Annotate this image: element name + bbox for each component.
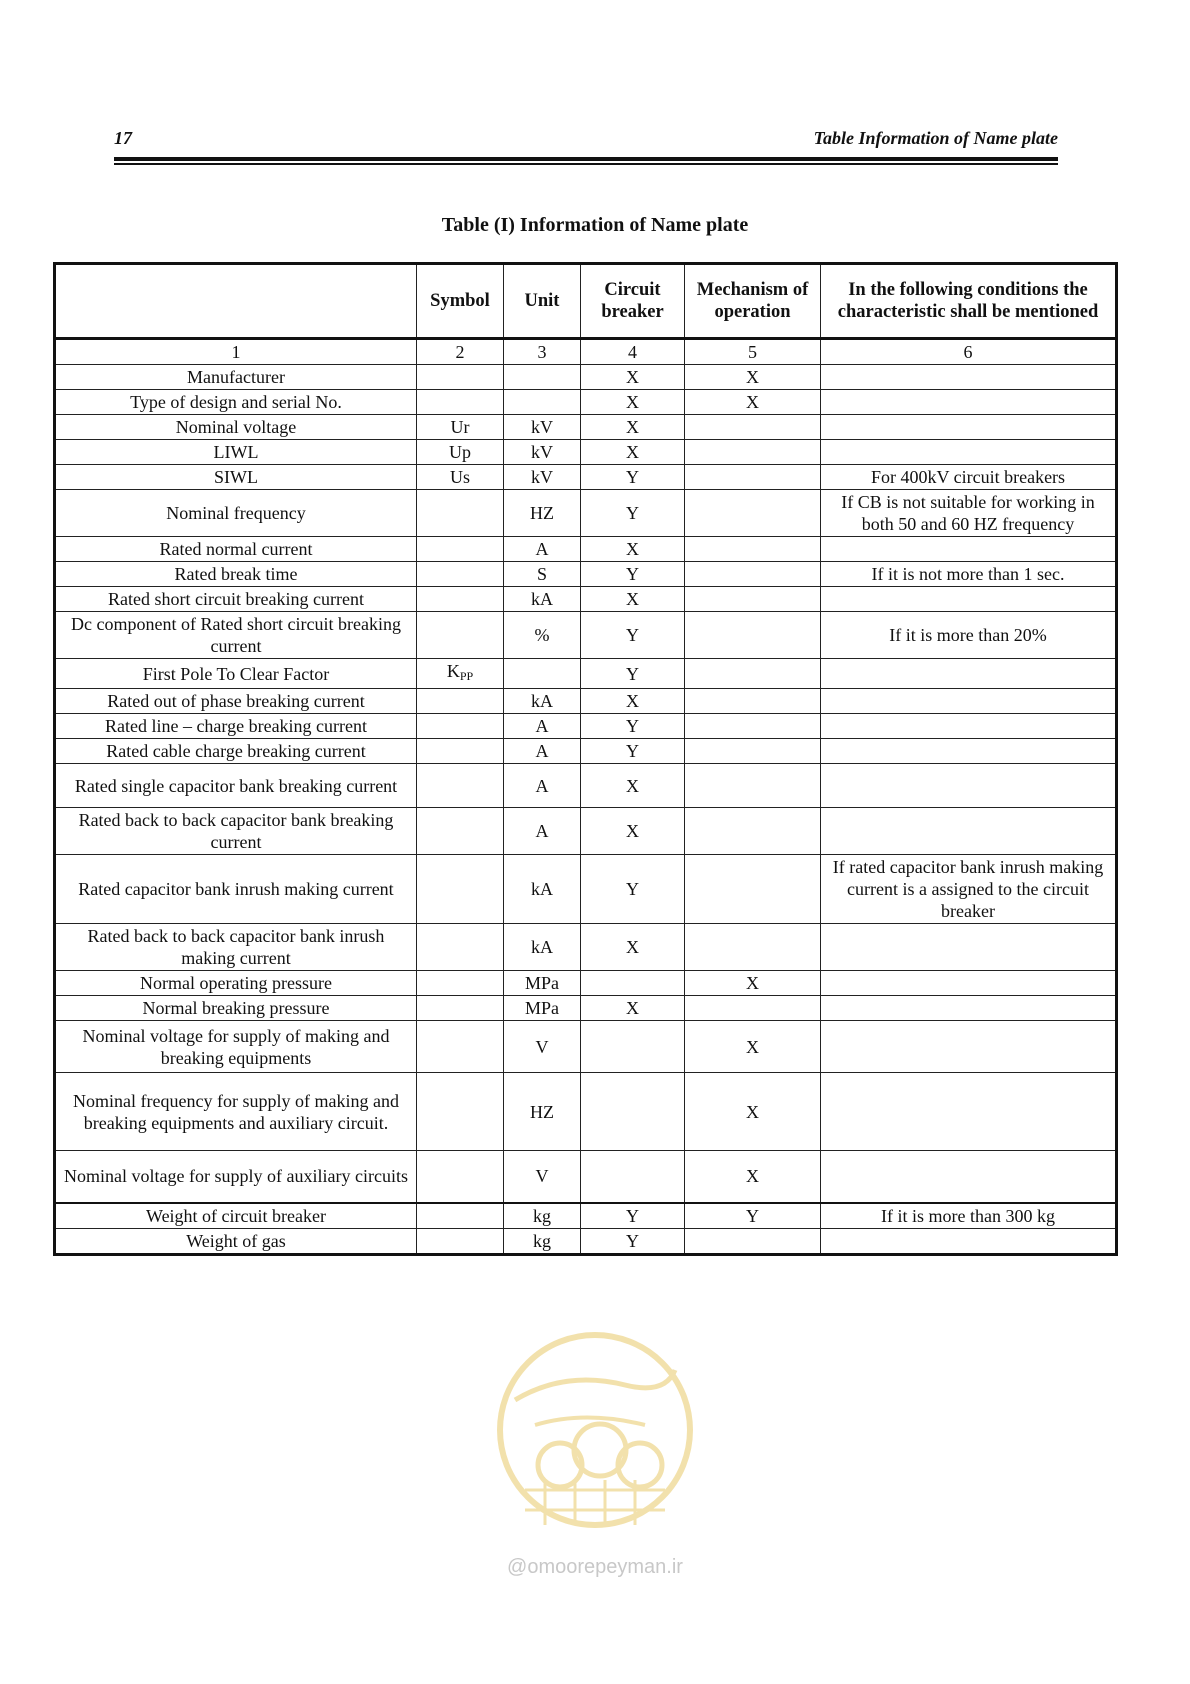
table-title: Table (I) Information of Name plate — [441, 214, 749, 236]
cell-symbol: Ur — [417, 415, 504, 440]
header-unit: Unit — [504, 264, 581, 339]
cell-condition — [821, 1229, 1117, 1255]
table-row — [55, 714, 1117, 739]
cell-mechanism — [685, 490, 821, 537]
nameplate-table — [53, 262, 1118, 1256]
cell-circuit-breaker: X — [581, 587, 685, 612]
table-row — [55, 659, 1117, 689]
cell-circuit-breaker — [581, 1151, 685, 1203]
column-number: 6 — [821, 339, 1117, 365]
cell-symbol — [417, 808, 504, 855]
cell-condition — [821, 365, 1117, 390]
cell-mechanism — [685, 996, 821, 1021]
table-row — [55, 808, 1117, 855]
cell-item: Type of design and serial No. — [55, 390, 417, 415]
cell-condition: If it is more than 300 kg — [821, 1203, 1117, 1229]
cell-item: LIWL — [55, 440, 417, 465]
cell-condition — [821, 714, 1117, 739]
cell-unit: kV — [504, 415, 581, 440]
header-symbol: Symbol — [417, 264, 504, 339]
cell-mechanism — [685, 465, 821, 490]
cell-condition — [821, 415, 1117, 440]
cell-unit: kg — [504, 1229, 581, 1255]
table-row — [55, 971, 1117, 996]
cell-unit: HZ — [504, 490, 581, 537]
cell-item: Normal operating pressure — [55, 971, 417, 996]
cell-condition — [821, 659, 1117, 689]
cell-condition: If CB is not suitable for working in both 50 and 60 HZ frequency — [821, 490, 1117, 537]
header-item — [55, 264, 417, 339]
cell-item: Manufacturer — [55, 365, 417, 390]
cell-unit: MPa — [504, 971, 581, 996]
cell-circuit-breaker — [581, 971, 685, 996]
cell-circuit-breaker: X — [581, 996, 685, 1021]
page-number: 17 — [114, 128, 132, 148]
cell-item: Rated capacitor bank inrush making current — [55, 855, 417, 924]
cell-mechanism — [685, 587, 821, 612]
cell-circuit-breaker: X — [581, 808, 685, 855]
cell-unit: % — [504, 612, 581, 659]
cell-circuit-breaker: X — [581, 390, 685, 415]
cell-mechanism — [685, 808, 821, 855]
cell-unit: A — [504, 714, 581, 739]
cell-unit: kA — [504, 689, 581, 714]
cell-condition — [821, 537, 1117, 562]
cell-unit — [504, 390, 581, 415]
cell-mechanism: X — [685, 365, 821, 390]
cell-circuit-breaker: X — [581, 689, 685, 714]
running-title: Table Information of Name plate — [813, 128, 1058, 148]
cell-symbol — [417, 390, 504, 415]
header-rule-thick — [114, 157, 1058, 161]
cell-circuit-breaker: Y — [581, 659, 685, 689]
cell-item: Rated back to back capacitor bank inrush making current — [55, 924, 417, 971]
cell-circuit-breaker — [581, 1021, 685, 1073]
cell-item: Nominal voltage — [55, 415, 417, 440]
cell-item: Dc component of Rated short circuit breaking current — [55, 612, 417, 659]
table-row — [55, 465, 1117, 490]
symbol-main: K — [446, 661, 460, 681]
cell-item: SIWL — [55, 465, 417, 490]
cell-circuit-breaker: Y — [581, 739, 685, 764]
cell-mechanism: X — [685, 1021, 821, 1073]
cell-circuit-breaker: X — [581, 440, 685, 465]
column-number-row — [55, 339, 1117, 365]
table-row — [55, 562, 1117, 587]
cell-symbol — [417, 490, 504, 537]
cell-item: Weight of circuit breaker — [55, 1203, 417, 1229]
cell-unit — [504, 659, 581, 689]
omoorepeyman-logo — [475, 1330, 715, 1590]
cell-unit: S — [504, 562, 581, 587]
cell-circuit-breaker: X — [581, 924, 685, 971]
table-row — [55, 1021, 1117, 1073]
cell-unit: kA — [504, 924, 581, 971]
cell-mechanism — [685, 562, 821, 587]
table-row — [55, 855, 1117, 924]
cell-unit — [504, 365, 581, 390]
table-row — [55, 996, 1117, 1021]
table-row — [55, 612, 1117, 659]
cell-symbol — [417, 1073, 504, 1151]
cell-symbol — [417, 612, 504, 659]
cell-unit: kV — [504, 465, 581, 490]
cell-unit: V — [504, 1021, 581, 1073]
column-number: 5 — [685, 339, 821, 365]
cell-unit: A — [504, 739, 581, 764]
cell-circuit-breaker: X — [581, 415, 685, 440]
cell-condition — [821, 924, 1117, 971]
cell-circuit-breaker: Y — [581, 1229, 685, 1255]
cell-unit: kA — [504, 855, 581, 924]
cell-mechanism: X — [685, 1073, 821, 1151]
cell-circuit-breaker: Y — [581, 855, 685, 924]
watermark-site: @omoorepeyman.ir — [507, 1556, 683, 1578]
cell-condition — [821, 996, 1117, 1021]
cell-symbol — [417, 1151, 504, 1203]
cell-symbol — [417, 537, 504, 562]
cell-condition: If it is more than 20% — [821, 612, 1117, 659]
table-row — [55, 1151, 1117, 1203]
table-row — [55, 764, 1117, 808]
cell-circuit-breaker: Y — [581, 714, 685, 739]
cell-condition: For 400kV circuit breakers — [821, 465, 1117, 490]
cell-item: Rated out of phase breaking current — [55, 689, 417, 714]
column-number: 2 — [417, 339, 504, 365]
cell-item: Rated break time — [55, 562, 417, 587]
cell-mechanism — [685, 537, 821, 562]
cell-item: Normal breaking pressure — [55, 996, 417, 1021]
cell-item: Nominal frequency for supply of making and breaking equipments and auxiliary circuit. — [55, 1073, 417, 1151]
cell-condition — [821, 971, 1117, 996]
cell-item: Rated normal current — [55, 537, 417, 562]
cell-unit: MPa — [504, 996, 581, 1021]
cell-item: First Pole To Clear Factor — [55, 659, 417, 689]
column-number: 4 — [581, 339, 685, 365]
cell-circuit-breaker: X — [581, 537, 685, 562]
cell-item: Rated short circuit breaking current — [55, 587, 417, 612]
cell-unit: V — [504, 1151, 581, 1203]
cell-symbol — [417, 764, 504, 808]
cell-circuit-breaker: Y — [581, 1203, 685, 1229]
cell-unit: HZ — [504, 1073, 581, 1151]
cell-unit: kA — [504, 587, 581, 612]
table-row — [55, 537, 1117, 562]
table-row — [55, 1073, 1117, 1151]
table-row — [55, 415, 1117, 440]
cell-unit: A — [504, 764, 581, 808]
cell-condition — [821, 1073, 1117, 1151]
cell-condition — [821, 739, 1117, 764]
cell-mechanism — [685, 612, 821, 659]
cell-item: Nominal voltage for supply of making and breaking equipments — [55, 1021, 417, 1073]
table-row — [55, 440, 1117, 465]
cell-circuit-breaker: Y — [581, 490, 685, 537]
cell-mechanism: X — [685, 1151, 821, 1203]
header-mechanism: Mechanism of operation — [685, 264, 821, 339]
cell-mechanism — [685, 659, 821, 689]
header-row — [55, 264, 1117, 339]
cell-condition: If it is not more than 1 sec. — [821, 562, 1117, 587]
header-conditions: In the following conditions the characteristic shall be mentioned — [821, 264, 1117, 339]
table-body — [55, 365, 1117, 1255]
cell-mechanism: X — [685, 971, 821, 996]
cell-unit: A — [504, 537, 581, 562]
cell-condition — [821, 587, 1117, 612]
table-row — [55, 390, 1117, 415]
cell-mechanism: Y — [685, 1203, 821, 1229]
cell-circuit-breaker: Y — [581, 465, 685, 490]
cell-condition — [821, 1151, 1117, 1203]
table-row — [55, 689, 1117, 714]
cell-circuit-breaker: Y — [581, 562, 685, 587]
cell-symbol — [417, 924, 504, 971]
cell-symbol — [417, 587, 504, 612]
column-number: 3 — [504, 339, 581, 365]
cell-circuit-breaker: Y — [581, 612, 685, 659]
header-circuit-breaker: Circuit breaker — [581, 264, 685, 339]
cell-mechanism — [685, 714, 821, 739]
cell-unit: kV — [504, 440, 581, 465]
table-row — [55, 490, 1117, 537]
cell-circuit-breaker: X — [581, 764, 685, 808]
cell-item: Nominal voltage for supply of auxiliary circuits — [55, 1151, 417, 1203]
cell-circuit-breaker: X — [581, 365, 685, 390]
cell-symbol — [417, 971, 504, 996]
cell-mechanism — [685, 764, 821, 808]
cell-symbol — [417, 714, 504, 739]
table-row — [55, 587, 1117, 612]
table-row — [55, 924, 1117, 971]
cell-mechanism — [685, 924, 821, 971]
cell-symbol — [417, 659, 504, 689]
cell-condition — [821, 764, 1117, 808]
cell-condition: If rated capacitor bank inrush making current is a assigned to the circuit breaker — [821, 855, 1117, 924]
symbol-subscript: PP — [459, 669, 474, 683]
cell-mechanism — [685, 739, 821, 764]
cell-symbol — [417, 855, 504, 924]
cell-symbol: Us — [417, 465, 504, 490]
cell-item: Rated single capacitor bank breaking current — [55, 764, 417, 808]
cell-symbol — [417, 1203, 504, 1229]
cell-symbol — [417, 1021, 504, 1073]
cell-symbol — [417, 365, 504, 390]
table-row — [55, 365, 1117, 390]
running-header — [114, 128, 1058, 149]
table-row — [55, 739, 1117, 764]
cell-mechanism — [685, 1229, 821, 1255]
cell-symbol — [417, 689, 504, 714]
cell-circuit-breaker — [581, 1073, 685, 1151]
cell-symbol — [417, 1229, 504, 1255]
cell-mechanism — [685, 440, 821, 465]
cell-condition — [821, 689, 1117, 714]
cell-unit: A — [504, 808, 581, 855]
cell-item: Rated line – charge breaking current — [55, 714, 417, 739]
cell-mechanism — [685, 855, 821, 924]
cell-unit: kg — [504, 1203, 581, 1229]
cell-item: Weight of gas — [55, 1229, 417, 1255]
table-row — [55, 1229, 1117, 1255]
table-row — [55, 1203, 1117, 1229]
cell-item: Nominal frequency — [55, 490, 417, 537]
cell-symbol: Up — [417, 440, 504, 465]
cell-mechanism — [685, 415, 821, 440]
cell-condition — [821, 440, 1117, 465]
cell-item: Rated cable charge breaking current — [55, 739, 417, 764]
cell-mechanism — [685, 689, 821, 714]
cell-condition — [821, 390, 1117, 415]
column-number: 1 — [55, 339, 417, 365]
cell-condition — [821, 808, 1117, 855]
cell-mechanism: X — [685, 390, 821, 415]
header-rule-thin — [114, 163, 1058, 165]
cell-condition — [821, 1021, 1117, 1073]
cell-symbol — [417, 996, 504, 1021]
cell-symbol — [417, 562, 504, 587]
cell-symbol — [417, 739, 504, 764]
cell-item: Rated back to back capacitor bank breaking current — [55, 808, 417, 855]
